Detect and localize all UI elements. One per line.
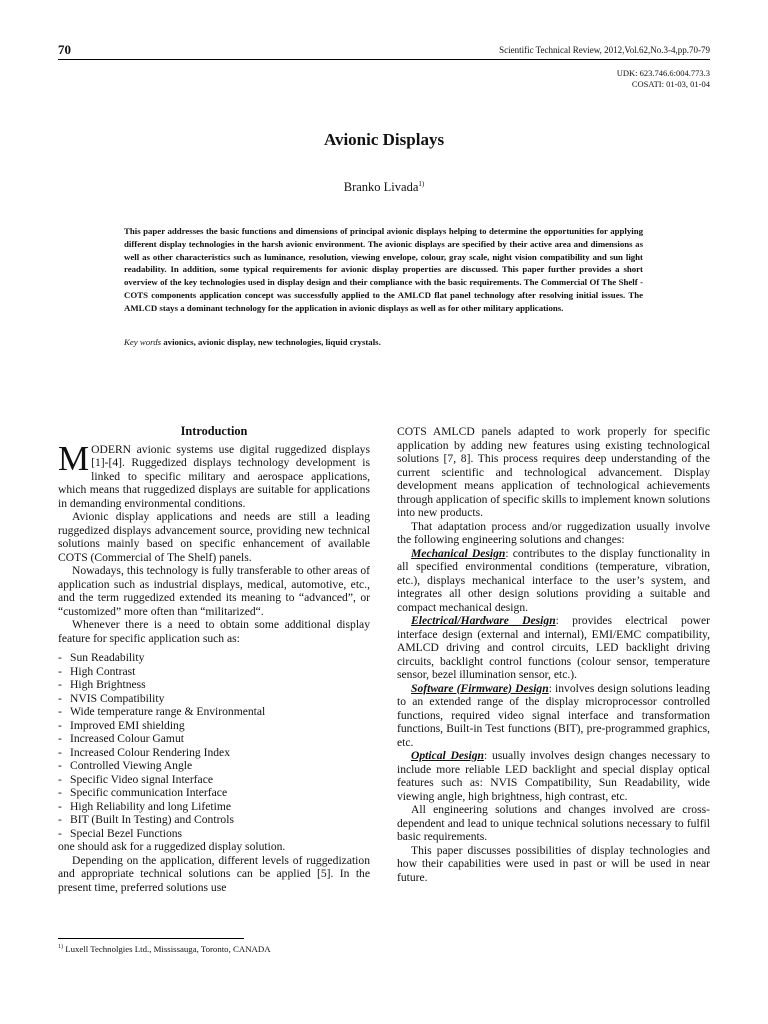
header-rule bbox=[58, 59, 710, 60]
right-paragraph-1: COTS AMLCD panels adapted to work properly for specific application by adding new features using existing technological solutions [7, 8]. This process requires deep understanding of the current scientific and technological advancement. Display development means application of technological achievements through application of specific skills to implement known solutions into new products. bbox=[397, 425, 710, 519]
list-dash: - bbox=[58, 813, 62, 826]
list-item-text: Wide temperature range & Environmental bbox=[70, 705, 266, 718]
optical-design-text: : usually involves design changes necessary to include more reliable LED backlight and special display optical features such as: NVIS Compatibility, Sun Readability, wide viewing angle, high brightness, high contrast, etc. bbox=[397, 749, 710, 803]
list-dash: - bbox=[58, 799, 62, 813]
list-item bbox=[58, 665, 370, 679]
list-dash: - bbox=[58, 718, 62, 732]
cosati-code: COSATI: 01-03, 01-04 bbox=[631, 79, 710, 89]
list-item-text: BIT (Built In Testing) and Controls bbox=[70, 813, 234, 826]
mechanical-design-text: : contributes to the display functionality in all specified environmental conditions (temperature, vibration, etc.), displays mechanical interface to the user’s system, and integrates all other design solutions providing a suitable and compact mechanical design. bbox=[397, 546, 710, 614]
intro-paragraph-1 bbox=[58, 438, 370, 511]
right-paragraph-2: That adaptation process and/or ruggedization usually involve the following engineering solutions and changes: bbox=[397, 519, 710, 546]
keywords-label: Key words bbox=[124, 337, 162, 347]
running-head: Scientific Technical Review, 2012,Vol.62,No.3-4,pp.70-79 bbox=[499, 45, 710, 55]
left-column bbox=[58, 425, 370, 894]
list-item bbox=[58, 800, 370, 814]
list-dash: - bbox=[58, 705, 62, 718]
list-item bbox=[58, 786, 370, 800]
software-design-term: Software (Firmware) Design bbox=[411, 681, 549, 695]
abstract: This paper addresses the basic functions and dimensions of principal avionic displays helping to determine the opportunities for applying different display technologies in the harsh avionic environment. The avionic displays are specified by their active area and dimensions as well as other characteristics such as luminance, resolution, viewing envelope, colour, gray scale, night vision compatibility and sun light readability. In addition, some typical requirements for avionic display properties are discussed. This paper further provides a short overview of the key technologies used in display design and their compliance with the basic requirements. The Commercial Of The Shelf - COTS components application concept was successfully applied to the AMLCD flat panel technology after resolving initial issues. The AMLCD stays a dominant technology for the application in avionic displays as well as for other military applications. bbox=[124, 226, 643, 313]
electrical-design-term: Electrical/Hardware Design bbox=[411, 614, 556, 627]
intro-paragraph-6: Depending on the application, different levels of ruggedization and appropriate technical solutions can be applied [5]. In the present time, preferred solutions use bbox=[58, 853, 370, 894]
list-item bbox=[58, 827, 370, 841]
optical-design-paragraph bbox=[397, 749, 710, 803]
footnote-text: Luxell Technolgies Ltd., Mississauga, Toronto, CANADA bbox=[65, 944, 271, 954]
list-item bbox=[58, 705, 370, 719]
list-item-text: Controlled Viewing Angle bbox=[70, 759, 193, 772]
mechanical-design-paragraph bbox=[397, 547, 710, 615]
section-heading-introduction: Introduction bbox=[180, 424, 248, 438]
list-item bbox=[58, 773, 370, 787]
list-item bbox=[58, 732, 370, 746]
mechanical-design-term: Mechanical Design bbox=[411, 546, 506, 560]
list-item bbox=[58, 813, 370, 827]
list-dash: - bbox=[58, 678, 62, 691]
list-item bbox=[58, 678, 370, 692]
classification-codes bbox=[617, 68, 710, 90]
right-paragraph-4: This paper discusses possibilities of display technologies and how their capabilities were used in past or will be used in near future. bbox=[397, 843, 710, 884]
right-column bbox=[397, 425, 710, 884]
author-name: Branko Livada bbox=[343, 180, 419, 195]
page-number: 70 bbox=[58, 42, 71, 57]
intro-paragraph-3: Nowadays, this technology is fully transferable to other areas of application such as industrial displays, medical, automotive, etc., and the term ruggedized extended its meaning to “advanced”, or “customized” more often than “militarized“. bbox=[58, 564, 370, 618]
list-dash: - bbox=[58, 826, 62, 840]
intro-paragraph-5: one should ask for a ruggedized display solution. bbox=[58, 840, 286, 853]
udk-code: UDK: 623.746.6:004.773.3 bbox=[616, 68, 710, 78]
list-dash: - bbox=[58, 745, 62, 759]
intro-paragraph-2: Avionic display applications and needs are still a leading ruggedized displays advancement source, providing new technical solutions mainly based on specific enhancement of available COTS (Commercial of The Shelf) panels. bbox=[58, 510, 370, 564]
feature-list bbox=[58, 651, 370, 840]
list-item bbox=[58, 651, 370, 665]
optical-design-term: Optical Design bbox=[411, 749, 484, 762]
list-item-text: NVIS Compatibility bbox=[70, 691, 165, 705]
electrical-design-text: : provides electrical power interface design (external and internal), EMI/EMC compatibility, AMLCD driving and control circuits, LED backlight driving circuits, backlight control functions (colour sensor, temperature sensor, bezel illumination sensor, etc.). bbox=[397, 614, 711, 681]
intro-paragraph-1-text: ODERN avionic systems use digital ruggedized displays [1]-[4]. Ruggedized displays technology development is linked to specific military and aerospace applications, which means that ruggedized displays are suitable for applications in demanding environmental conditions. bbox=[58, 442, 370, 510]
intro-paragraph-4: Whenever there is a need to obtain some additional display feature for specific application such as: bbox=[58, 618, 370, 645]
paper-title: Avionic Displays bbox=[323, 130, 445, 149]
list-item bbox=[58, 746, 370, 760]
list-dash: - bbox=[58, 691, 62, 705]
footnote-mark: 1) bbox=[58, 944, 63, 951]
list-dash: - bbox=[58, 759, 62, 772]
list-dash: - bbox=[58, 732, 62, 745]
list-item bbox=[58, 719, 370, 733]
list-item-text: High Brightness bbox=[70, 678, 146, 691]
list-item bbox=[58, 692, 370, 706]
footnote-rule bbox=[58, 938, 244, 939]
keywords-list: avionics, avionic display, new technologies, liquid crystals. bbox=[163, 337, 381, 347]
author-line bbox=[0, 180, 768, 195]
list-item-text: Sun Readability bbox=[70, 651, 145, 664]
software-design-text: : involves design solutions leading to an extended range of the display microprocessor controlled functions, required video signal interface and transformation functions, Built-in Test functions (BIT), pre-programmed graphics, etc. bbox=[397, 681, 711, 749]
list-dash: - bbox=[58, 772, 62, 786]
electrical-design-paragraph bbox=[397, 614, 710, 682]
list-item-text: High Contrast bbox=[70, 664, 136, 678]
list-item-text: Improved EMI shielding bbox=[70, 718, 185, 732]
list-dash: - bbox=[58, 786, 62, 799]
list-item-text: Increased Colour Rendering Index bbox=[70, 745, 231, 759]
list-dash: - bbox=[58, 664, 62, 678]
right-paragraph-3: All engineering solutions and changes involved are cross-dependent and lead to unique technical solutions necessary to fulfil basic requirements. bbox=[397, 803, 710, 843]
list-item-text: Special Bezel Functions bbox=[70, 826, 183, 840]
software-design-paragraph bbox=[397, 682, 710, 750]
footnote bbox=[58, 944, 271, 954]
list-dash: - bbox=[58, 651, 62, 664]
keywords bbox=[124, 336, 643, 348]
author-affiliation-mark: 1) bbox=[418, 180, 425, 188]
list-item-text: High Reliability and long Lifetime bbox=[70, 799, 231, 813]
list-item bbox=[58, 759, 370, 773]
list-item-text: Specific Video signal Interface bbox=[70, 772, 213, 786]
list-item-text: Specific communication Interface bbox=[70, 786, 228, 799]
list-item-text: Increased Colour Gamut bbox=[70, 732, 184, 745]
drop-cap: M bbox=[58, 438, 90, 478]
